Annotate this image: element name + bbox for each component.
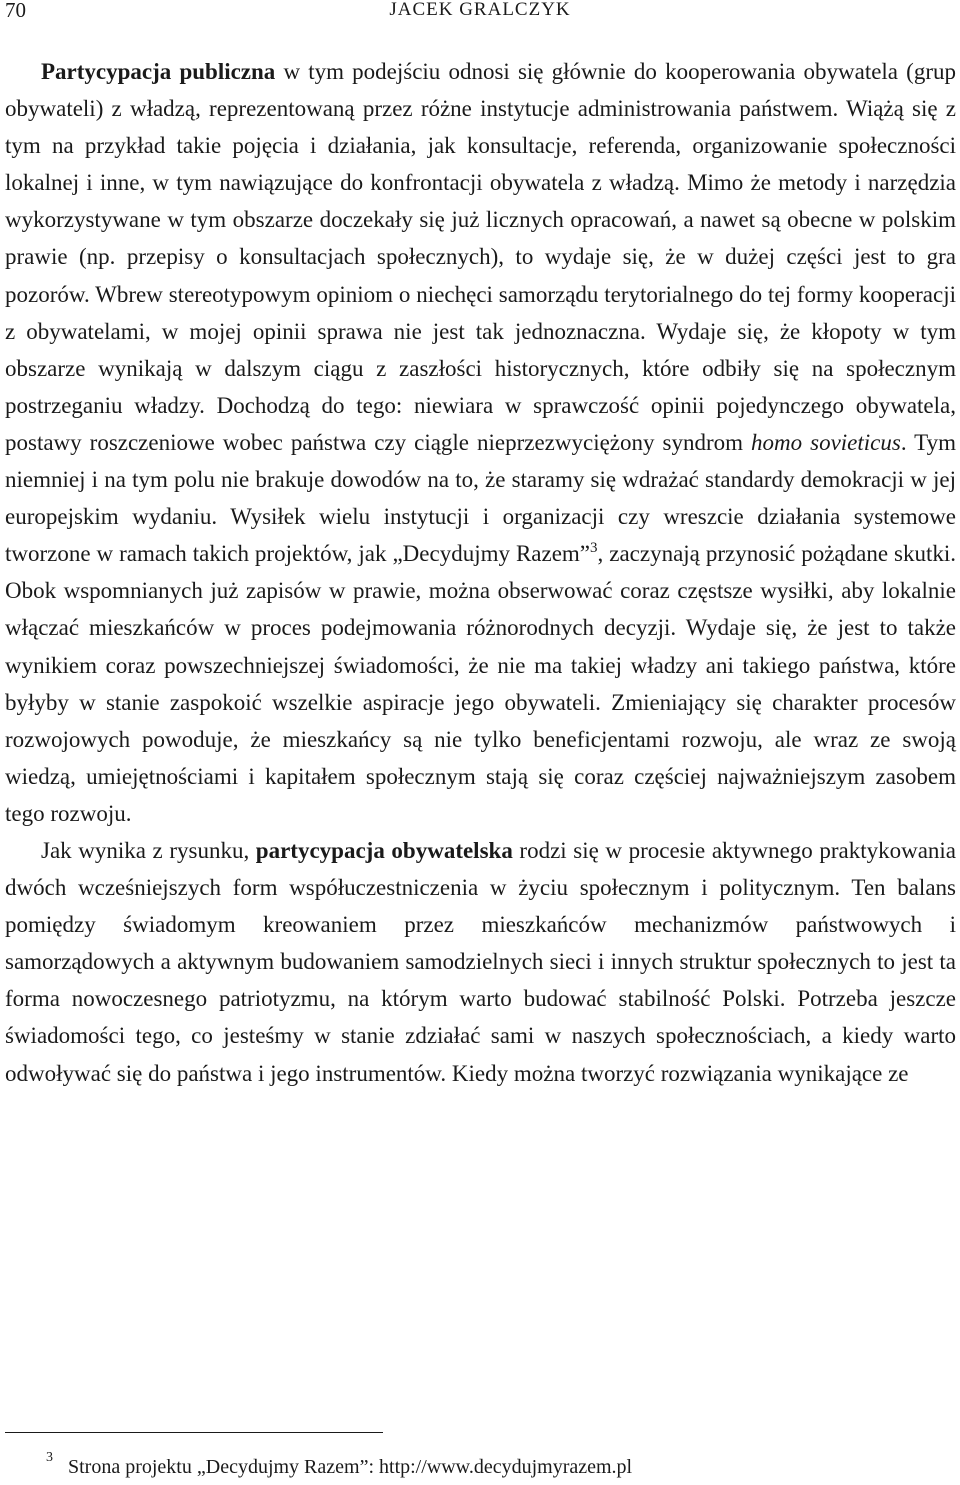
paragraph-text: Jak wynika z rysunku,	[41, 837, 256, 863]
footnote-divider	[5, 1432, 383, 1433]
body-text	[5, 53, 956, 1092]
paragraph-text: . Tym niemniej i na tym polu nie brakuje dowodów na to, że staramy się wdrażać standardy demokracji w jej europejskim wydaniu. Wysiłek wielu instytucji i organizacji czy wreszcie działania systemowe tworzone w ramach takich projektów, jak „Decydujmy Razem”	[5, 429, 956, 567]
paragraph-text: rodzi się w procesie aktywnego praktykowania dwóch wcześniejszych form współuczestniczenia w życiu społecznym i politycznym. Ten balans pomiędzy świadomym kreowaniem przez mieszkańców mechanizmów państwowych i samorządowych a aktywnym budowaniem samodzielnych sieci i innych struktur społecznych to jest ta forma nowoczesnego patriotyzmu, na którym warto budować stabilność Polski. Potrzeba jeszcze świadomości tego, co jesteśmy w stanie zdziałać sami w naszych społecznościach, a kiedy warto odwoływać się do państwa i jego instrumentów. Kiedy można tworzyć rozwiązania wynikające ze	[5, 837, 956, 1086]
footnote-number: 3	[46, 1450, 53, 1465]
term-civic-participation: partycypacja obywatelska	[255, 837, 513, 863]
paragraph-text: , zaczynają przynosić pożądane skutki. Obok wspomnianych już zapisów w prawie, można obserwować coraz częstsze wysiłki, aby lokalnie włączać mieszkańców w proces podejmowania różnorodnych decyzji. Wydaje się, że jest to także wynikiem coraz powszechniejszej świadomości, że nie ma takiej władzy ani takiego państwa, które byłyby w stanie zaspokoić wszelkie aspiracje jego obywateli. Zmieniający się charakter procesów rozwojowych powoduje, że mieszkańcy są nie tylko beneficjentami rozwoju, ale wraz ze swoją wiedzą, umiejętnościami i kapitałem społecznym stają się coraz częściej najważniejszym zasobem tego rozwoju.	[5, 541, 956, 826]
footnote	[46, 1450, 948, 1479]
page-number: 70	[5, 0, 26, 22]
italic-phrase: homo sovieticus	[751, 429, 901, 455]
paragraph-participation-civic	[5, 832, 956, 1092]
paragraph-text: w tym podejściu odnosi się głównie do kooperowania obywatela (grup obywateli) z władzą, reprezentowaną przez różne instytucje administrowania państwem. Wiążą się z tym na przykład takie pojęcia i działania, jak konsultacje, referenda, organizowanie społeczności lokalnej i inne, w tym nawiązujące do konfrontacji obywatela z władzą. Mimo że metody i narzędzia wykorzystywane w tym obszarze doczekały się już licznych opracowań, a nawet są obecne w polskim prawie (np. przepisy o konsultacjach społecznych), to wydaje się, że w dużej części jest to gra pozorów. Wbrew stereotypowym opiniom o niechęci samorządu terytorialnego do tej formy kooperacji z obywatelami, w mojej opinii sprawa nie jest tak jednoznaczna. Wydaje się, że kłopoty w tym obszarze wynikają w dalszym ciągu z zaszłości historycznych, które odbiły się na społecznym postrzeganiu władzy. Dochodzą do tego: niewiara w sprawczość opinii pojedynczego obywatela, postawy roszczeniowe wobec państwa czy ciągle nieprzezwyciężony syndrom	[5, 59, 956, 455]
running-header	[0, 0, 960, 26]
paragraph-participation-public	[5, 53, 956, 832]
term-public-participation: Partycypacja publiczna	[41, 59, 276, 84]
footnote-reference: 3	[590, 540, 598, 557]
footnote-text: Strona projektu „Decydujmy Razem”: http://www.decydujmyrazem.pl	[68, 1456, 633, 1478]
running-head-author: JACEK GRALCZYK	[389, 0, 571, 20]
